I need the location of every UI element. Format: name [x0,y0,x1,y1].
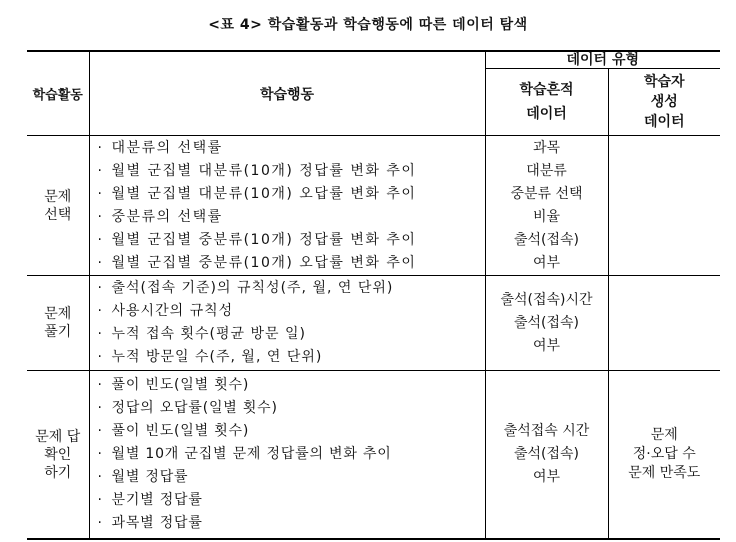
behavior-cell [89,276,485,371]
behavior-cell [89,136,485,276]
trace-line: 출석(접속) [513,446,580,462]
header-activity: 학습활동 [27,51,89,136]
trace-data-cell [485,276,608,371]
list-item: · 사용시간의 규칙성 [97,303,234,319]
data-exploration-table [27,50,720,540]
table-caption: <표 4> 학습활동과 학습행동에 따른 데이터 탐색 [208,17,528,33]
trace-line: 중분류 선택 [510,185,583,202]
table-row [27,136,720,276]
activity-line: 문제 답 [35,428,81,445]
list-item: · 풀이 빈도(일별 횟수) [97,377,250,393]
header-generated-line: 데이터 [643,114,685,130]
behavior-cell [89,371,485,540]
trace-data-cell [485,371,608,540]
activity-cell [27,276,89,371]
trace-line: 출석(접속) [513,231,580,248]
activity-line: 하기 [44,464,72,481]
generated-data-cell [608,136,720,276]
activity-line: 선택 [44,206,72,223]
trace-line: 여부 [532,254,561,271]
trace-line: 출석(접속) [513,314,580,331]
header-trace-data [485,69,608,136]
generated-data-cell [608,276,720,371]
trace-line: 출석접속 시간 [503,423,590,439]
trace-line: 출석(접속)시간 [500,291,593,308]
trace-line: 대분류 [526,162,567,179]
generated-line: 정·오답 수 [632,446,696,462]
activity-line: 풀기 [44,324,72,340]
generated-data-cell [608,371,720,540]
header-behavior: 학습행동 [89,51,485,136]
list-item: · 월별 군집별 중분류(10개) 오답률 변화 추이 [97,254,417,271]
list-item: · 과목별 정답률 [97,515,203,531]
list-item: · 월별 10개 군집별 문제 정답률의 변화 추이 [97,446,392,462]
header-trace-line: 학습흔적 [519,82,574,98]
activity-line: 문제 [44,188,72,205]
list-item: · 대분류의 선택률 [97,139,223,156]
header-generated-line: 생성 [650,94,678,110]
activity-cell [27,371,89,540]
generated-line: 문제 만족도 [628,465,701,481]
trace-data-cell [485,136,608,276]
list-item: · 풀이 빈도(일별 횟수) [97,423,250,439]
table-row [27,276,720,371]
activity-line: 문제 [44,306,72,322]
list-item: · 누적 방문일 수(주, 월, 연 단위) [97,349,323,365]
trace-line: 여부 [532,337,561,354]
header-generated-data [608,69,720,136]
generated-line: 문제 [650,427,678,443]
list-item: · 월별 정답률 [97,469,189,485]
list-item: · 출석(접속 기준)의 규칙성(주, 월, 연 단위) [97,280,394,296]
list-item: · 정답의 오답률(일별 횟수) [97,400,278,416]
header-generated-line: 학습자 [643,74,685,90]
trace-line: 여부 [532,469,561,485]
activity-cell [27,136,89,276]
trace-line: 비율 [532,208,561,225]
list-item: · 중분류의 선택률 [97,208,223,225]
list-item: · 월별 군집별 대분류(10개) 정답률 변화 추이 [97,162,417,179]
header-data-type: 데이터 유형 [485,51,720,69]
list-item: · 월별 군집별 중분류(10개) 정답률 변화 추이 [97,231,417,248]
header-trace-line: 데이터 [526,106,567,122]
list-item: · 월별 군집별 대분류(10개) 오답률 변화 추이 [97,185,417,202]
list-item: · 누적 접속 횟수(평균 방문 일) [97,326,306,342]
table-row [27,371,720,540]
list-item: · 분기별 정답률 [97,492,203,508]
activity-line: 확인 [44,446,72,463]
trace-line: 과목 [532,139,561,156]
